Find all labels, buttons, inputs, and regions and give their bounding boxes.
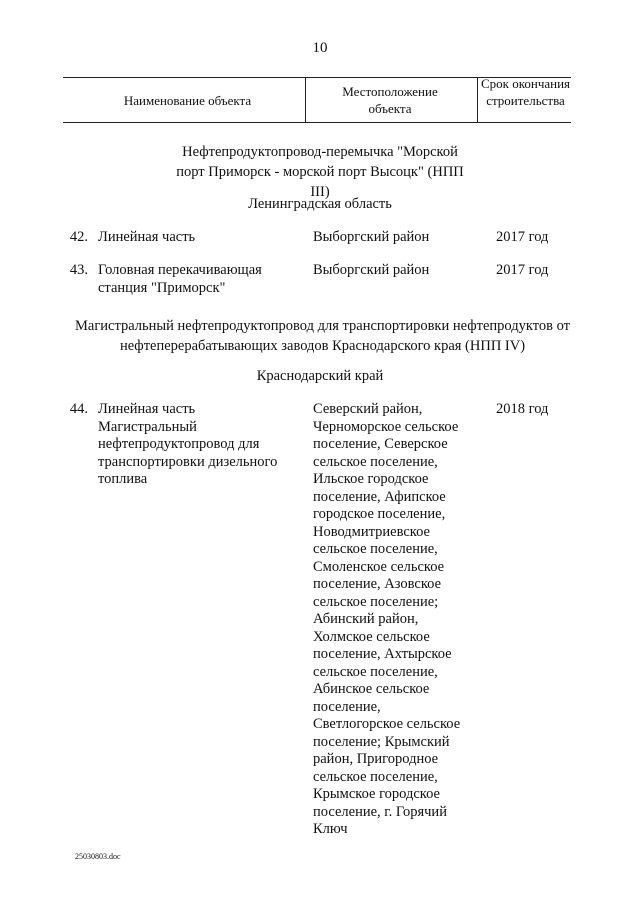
row-number: 44. xyxy=(69,401,88,417)
row-name: Головная перекачивающая станция "Приморск" xyxy=(98,262,262,296)
row-year: 2018 год xyxy=(496,401,549,417)
footer-filename: 25030803.doc xyxy=(75,852,121,861)
region-leningrad: Ленинградская область xyxy=(248,196,392,212)
section-title-npp3: Нефтепродуктопровод-перемычка "Морской порт Приморск - морской порт Высоцк" (НПП III) xyxy=(176,144,464,200)
header-bottom-rule xyxy=(63,122,571,123)
row-location: Северский район, Черноморское сельское поселение, Северское сельское поселение, Ильское городское поселение, Афипское городское поселение, Новодмитриевское сельское поселение, Смоленское сельское поселение, Азовское сельское поселение; Абинский район, Холмское сельское поселение, Ахтырское сельское поселение, Абинское сельское поселение, Светлогорское сельское поселение; Крымский район, Пригородное сельское поселение, Крымское городское поселение, г. Горячий Ключ xyxy=(313,401,461,837)
region-krasnodar: Краснодарский край xyxy=(256,368,384,384)
row-number: 42. xyxy=(69,229,88,245)
header-divider-1 xyxy=(305,77,306,122)
row-number: 43. xyxy=(69,262,88,278)
row-year: 2017 год xyxy=(496,229,549,245)
page-number: 10 xyxy=(312,40,328,56)
header-col-term: Срок окончания строительства xyxy=(480,76,571,108)
header-col-location: Местоположение объекта xyxy=(342,84,438,116)
header-col-name: Наименование объекта xyxy=(123,93,252,108)
row-year: 2017 год xyxy=(496,262,549,278)
section-title-npp4: Магистральный нефтепродуктопровод для транспортировки нефтепродуктов от нефтеперерабатывающих заводов Краснодарского края (НПП IV) xyxy=(74,318,570,354)
row-location: Выборгский район xyxy=(313,262,430,278)
row-location: Выборгский район xyxy=(313,229,430,245)
row-name: Линейная часть Магистральный нефтепродуктопровод для транспортировки дизельного топлива xyxy=(98,401,278,487)
row-name: Линейная часть xyxy=(98,229,196,245)
